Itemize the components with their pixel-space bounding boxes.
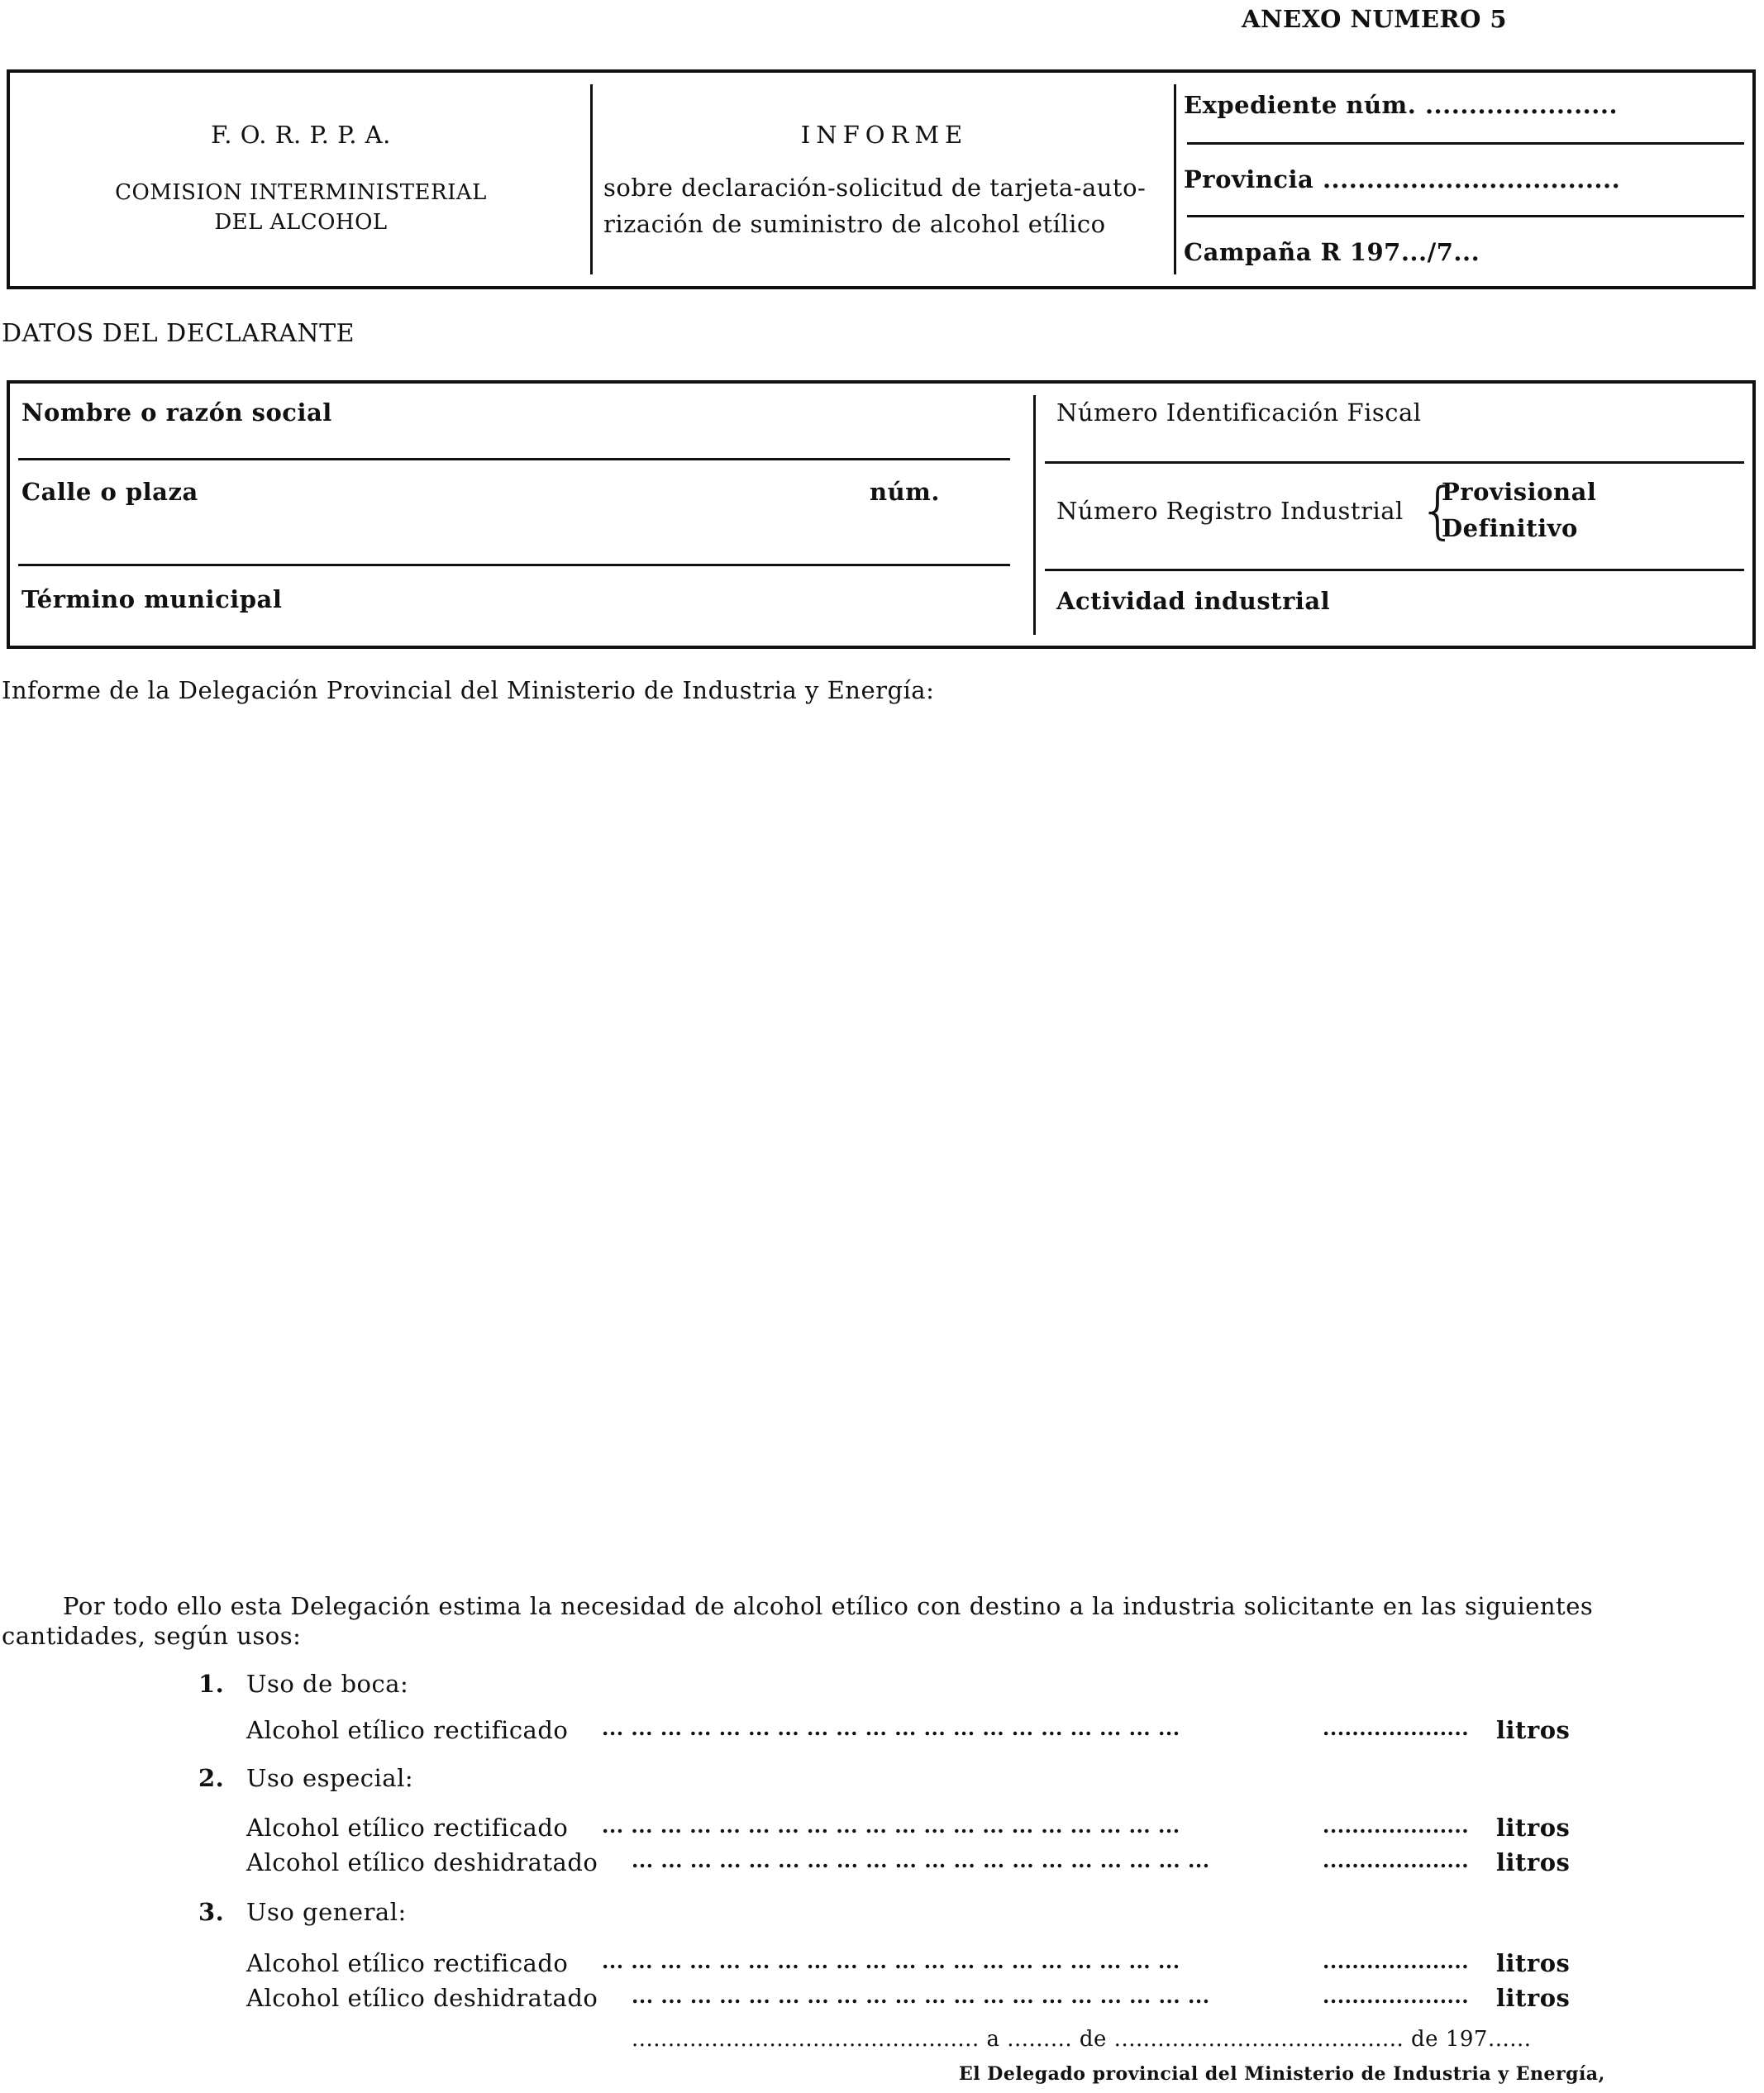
header-divider-2	[1174, 84, 1176, 274]
provincia-field[interactable]: Provincia ..................................	[1184, 165, 1621, 193]
date-line[interactable]: ................................................ a ......... de ........................................ de 197......	[632, 2027, 1532, 2052]
brace-icon: {	[1418, 475, 1458, 546]
use-1-item-1-label: Alcohol etílico rectificado	[246, 1716, 569, 1744]
declarante-right-rule-2	[1045, 569, 1744, 571]
use-2-item-1-unit: litros	[1496, 1814, 1571, 1842]
report-subtitle-line2: rización de suministro de alcohol etílico	[603, 210, 1106, 238]
leader-dots: ... ... ... ... ... ... ... ... ... ... ... ... ... ... ... ... ... ... ... ...	[632, 1984, 1210, 2008]
use-3-item-1-amount[interactable]: ....................	[1323, 1949, 1470, 1973]
use-3-number: 3.	[198, 1898, 225, 1926]
campana-field[interactable]: Campaña R 197.../7...	[1184, 238, 1480, 266]
actividad-field[interactable]: Actividad industrial	[1056, 587, 1331, 615]
use-1-title: Uso de boca:	[246, 1670, 409, 1698]
termino-field[interactable]: Término municipal	[21, 585, 283, 613]
use-3-item-2-label: Alcohol etílico deshidratado	[246, 1984, 598, 2012]
report-title: INFORME	[800, 121, 969, 149]
calle-field[interactable]: Calle o plaza	[21, 478, 198, 506]
use-2-item-2-amount[interactable]: ....................	[1323, 1848, 1470, 1872]
use-3-item-1-label: Alcohol etílico rectificado	[246, 1949, 569, 1977]
header-right-rule-1	[1187, 142, 1744, 145]
leader-dots: ... ... ... ... ... ... ... ... ... ... ... ... ... ... ... ... ... ... ... ...	[632, 1848, 1210, 1872]
estimate-paragraph-line2: cantidades, según usos:	[2, 1622, 302, 1650]
expediente-field[interactable]: Expediente núm. ......................	[1184, 91, 1619, 119]
use-2-item-2-unit: litros	[1496, 1848, 1571, 1876]
declarante-right-rule-1	[1045, 461, 1744, 464]
signer-title: El Delegado provincial del Ministerio de Industria y Energía,	[959, 2063, 1605, 2085]
use-1-number: 1.	[198, 1670, 225, 1698]
use-2-item-1-label: Alcohol etílico rectificado	[246, 1814, 569, 1842]
use-3-item-2-amount[interactable]: ....................	[1323, 1984, 1470, 2008]
use-2-item-2-label: Alcohol etílico deshidratado	[246, 1848, 598, 1876]
numero-field[interactable]: núm.	[870, 478, 940, 506]
use-2-title: Uso especial:	[246, 1764, 414, 1792]
declarante-divider	[1033, 395, 1036, 635]
informe-label: Informe de la Delegación Provincial del Ministerio de Industria y Energía:	[2, 676, 935, 704]
org-name: F. O. R. P. P. A.	[211, 121, 391, 149]
header-divider-1	[590, 84, 593, 274]
report-subtitle-line1: sobre declaración-solicitud de tarjeta-auto-	[603, 174, 1147, 202]
declarante-left-rule-1	[18, 458, 1010, 460]
use-1-item-1-unit: litros	[1496, 1716, 1571, 1744]
nombre-field[interactable]: Nombre o razón social	[21, 398, 332, 427]
provisional-option[interactable]: Provisional	[1442, 478, 1597, 506]
use-2-item-1-amount[interactable]: ....................	[1323, 1814, 1470, 1838]
leader-dots: ... ... ... ... ... ... ... ... ... ... ... ... ... ... ... ... ... ... ... ...	[602, 1949, 1180, 1973]
leader-dots: ... ... ... ... ... ... ... ... ... ... ... ... ... ... ... ... ... ... ... ...	[602, 1716, 1180, 1740]
definitivo-option[interactable]: Definitivo	[1442, 514, 1578, 542]
header-right-rule-2	[1187, 215, 1744, 217]
use-3-item-2-unit: litros	[1496, 1984, 1571, 2012]
annex-title: ANEXO NUMERO 5	[1242, 5, 1508, 33]
estimate-paragraph-line1: Por todo ello esta Delegación estima la necesidad de alcohol etílico con destino a la industria solicitante en las siguientes	[63, 1592, 1594, 1620]
org-subtitle-line2: DEL ALCOHOL	[214, 210, 388, 235]
nif-field[interactable]: Número Identificación Fiscal	[1056, 398, 1422, 427]
registro-field[interactable]: Número Registro Industrial	[1056, 497, 1404, 525]
leader-dots: ... ... ... ... ... ... ... ... ... ... ... ... ... ... ... ... ... ... ... ...	[602, 1814, 1180, 1838]
org-subtitle-line1: COMISION INTERMINISTERIAL	[115, 180, 487, 205]
use-3-title: Uso general:	[246, 1898, 407, 1926]
declarante-left-rule-2	[18, 564, 1010, 566]
use-1-item-1-amount[interactable]: ....................	[1323, 1716, 1470, 1740]
use-3-item-1-unit: litros	[1496, 1949, 1571, 1977]
use-2-number: 2.	[198, 1764, 225, 1792]
declarante-section-title: DATOS DEL DECLARANTE	[2, 319, 355, 348]
